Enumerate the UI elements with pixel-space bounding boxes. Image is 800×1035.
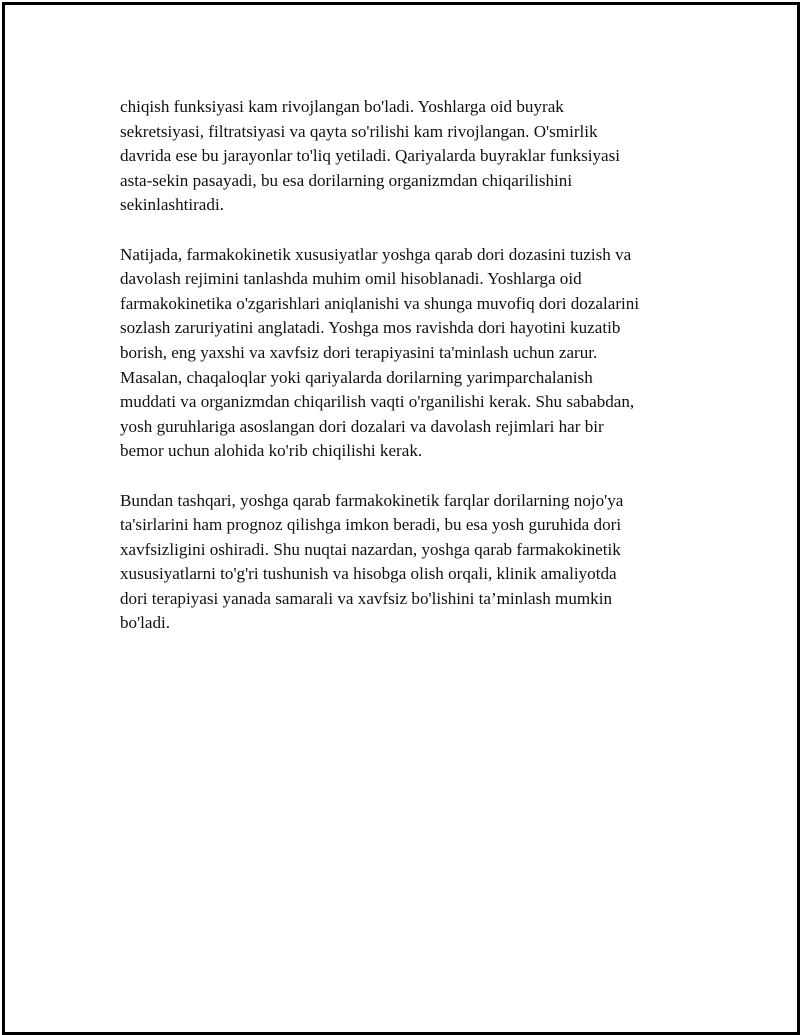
paragraph-2: Natijada, farmakokinetik xususiyatlar yoshga qarab dori dozasini tuzish va davolash rejimini tanlashda muhim omil hisoblanadi. Yoshlarga oid farmakokinetika o'zgarishlari aniqlanishi va shunga muvofiq dori dozalarini sozlash zaruriyatini anglatadi. Yoshga mos ravishda dori hayotini kuzatib borish, eng yaxshi va xavfsiz dori terapiyasini ta'minlash uchun zarur. Masalan, chaqaloqlar yoki qariyalarda dorilarning yarimparchalanish muddati va organizmdan chiqarilish vaqti o'rganilishi kerak. Shu sababdan, yosh guruhlariga asoslangan dori dozalari va davolash rejimlari har bir bemor uchun alohida ko'rib chiqilishi kerak.	[120, 244, 640, 461]
paragraph-3: Bundan tashqari, yoshga qarab farmakokinetik farqlar dorilarning nojo'ya ta'sirlarini ham prognoz qilishga imkon beradi, bu esa yosh guruhida dori xavfsizligini oshiradi. Shu nuqtai nazardan, yoshga qarab farmakokinetik xususiyatlarni to'g'ri tushunish va hisobga olish orqali, klinik amaliyotda dori terapiyasi yanada samarali va xavfsiz bo'lishini ta’minlash mumkin bo'ladi.	[120, 490, 624, 633]
paragraph-1: chiqish funksiyasi kam rivojlangan bo'ladi. Yoshlarga oid buyrak sekretsiyasi, filtratsiyasi va qayta so'rilishi kam rivojlangan. O'smirlik davrida ese bu jarayonlar to'liq yetiladi. Qariyalarda buyraklar funksiyasi asta-sekin pasayadi, bu esa dorilarning organizmdan chiqarilishini sekinlashtiradi.	[120, 97, 621, 215]
document-body	[120, 95, 690, 661]
page-border	[2, 2, 800, 1035]
